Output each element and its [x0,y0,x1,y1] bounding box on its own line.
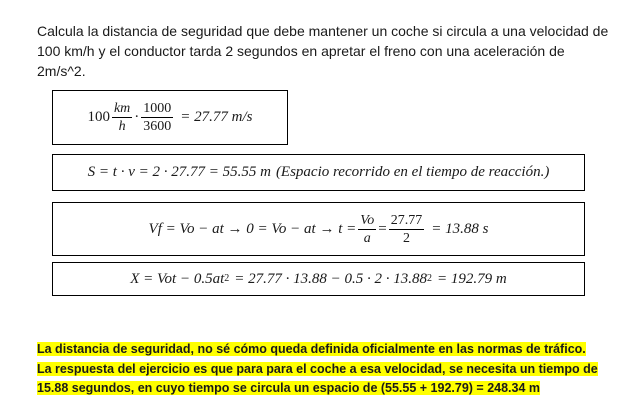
answer-line: La distancia de seguridad, no sé cómo queda definida oficialmente en las normas de tráfico. [37,342,586,356]
equation-reaction-distance [88,164,550,181]
equation-box-braking-time [52,202,585,256]
eq1-fraction-1000-3600 [141,100,173,135]
equation-braking-time [149,212,489,247]
eq3-eq-mid: = [378,220,387,237]
eq1-dot: · [134,109,140,125]
eq3-lead: Vf = Vo − at → 0 = Vo − at → t = [148,220,357,237]
eq3-frac-b-den: 2 [402,230,410,246]
eq1-frac-b-den: 3600 [143,119,172,134]
answer-line: 15.88 segundos, en cuyo tiempo se circula un espacio de (55.55 + 192.79) = 248.34 m [37,381,541,395]
eq1-frac-a-num: km [113,101,131,116]
highlighted-answer [37,340,617,399]
equation-box-reaction-distance [52,154,585,191]
eq2-main: S = t · v = 2 · 27.77 = 55.55 m [87,164,271,180]
problem-statement: Calcula la distancia de seguridad que debe mantener un coche si circula a una velocidad de 100 km/h y el conductor tarda 2 segundos en apretar el freno con una aceleración de 2m/s^2. [37,23,609,79]
eq4-result: = 192.79 m [437,270,507,287]
answer-line: La respuesta del ejercicio es que para para el coche a esa velocidad, se necesita un tiempo de [37,361,598,376]
eq3-frac-a-num: Vo [360,212,375,228]
eq3-result: = 13.88 s [431,220,489,237]
eq1-result: = 27.77 m/s [180,109,253,125]
eq1-frac-a-den: h [118,119,126,134]
eq1-lead: 100 [87,109,110,125]
eq4-lead: X = Vot − 0.5at [130,270,225,287]
equation-box-speed-conversion [52,90,288,145]
eq4-mid: = 27.77 · 13.88 − 0.5 · 2 · 13.88 [234,270,428,287]
equation-braking-distance: X = Vot − 0.5at 2 = 27.77 · 13.88 − 0.5 · 2 · 13.88 2 = 192.79 m [130,270,507,287]
eq1-fraction-km-h [112,100,132,135]
eq3-frac-b-num: 27.77 [390,212,423,228]
eq3-fraction-values [389,212,425,247]
eq3-frac-a-den: a [363,230,371,246]
eq3-fraction-vo-a [358,212,376,247]
eq2-note: (Espacio recorrido en el tiempo de reacción.) [275,164,550,180]
equation-speed-conversion [87,100,252,135]
equation-box-braking-distance [52,262,585,296]
eq1-frac-b-num: 1000 [143,101,172,116]
